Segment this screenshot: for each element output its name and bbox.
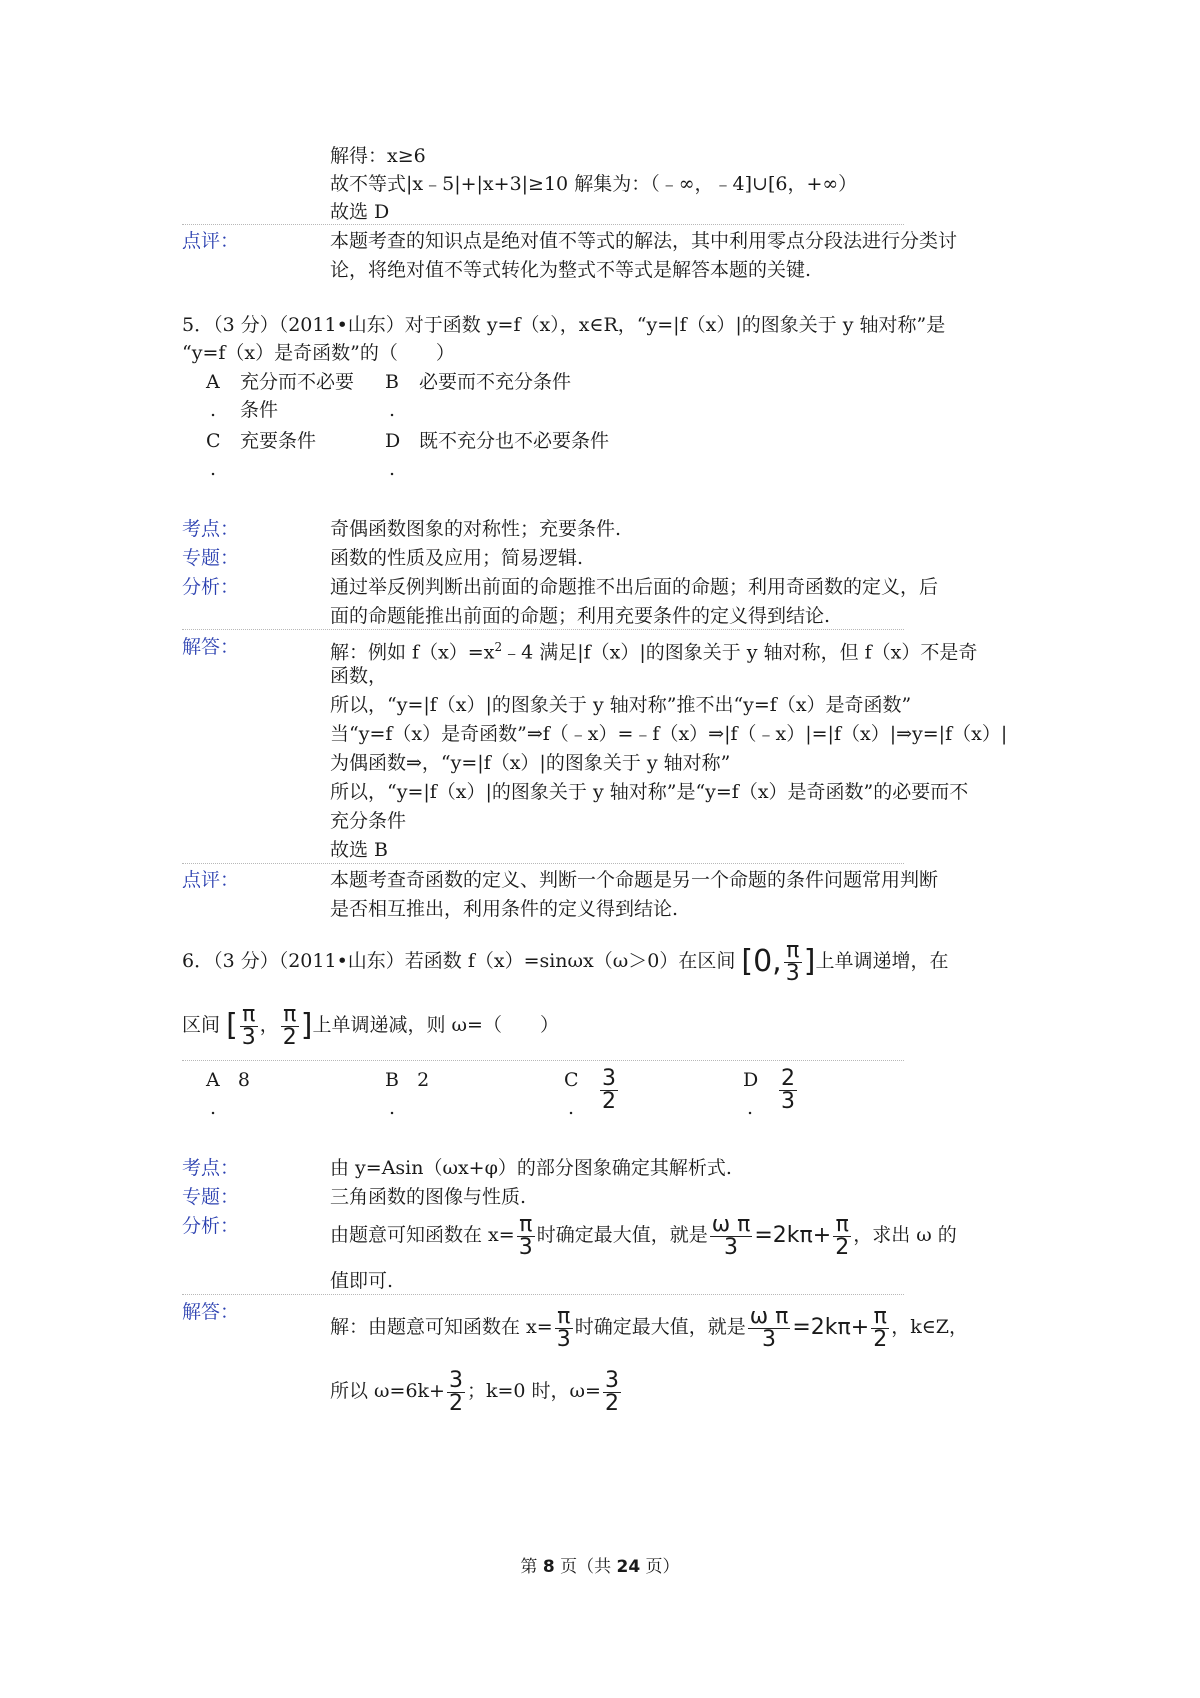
- q6-option-b: B 2: [385, 1069, 430, 1091]
- jieda-text: 函数，: [330, 665, 388, 687]
- q5-option-d-text: 既不充分也不必要条件: [419, 430, 610, 452]
- jieda-text: 为偶函数⇒，“y=|f（x）|的图象关于 y 轴对称”: [330, 752, 731, 774]
- review-text: 论，将绝对值不等式转化为整式不等式是解答本题的关键.: [330, 259, 812, 281]
- jieda-text: 解：例如 $f(x)=x^2﹣4$ 满足|f（x）|的图象关于 y 轴对称，但 f（x）不是奇: [330, 640, 978, 664]
- q5-option-c-text: 充要条件: [240, 430, 317, 452]
- q5-option-d-letter: D: [385, 430, 401, 452]
- fenxi-label: 分析：: [182, 1215, 240, 1237]
- jieda-label: 解答：: [182, 636, 240, 658]
- option-dot: .: [389, 458, 396, 480]
- q5-option-b-letter: B: [385, 371, 399, 393]
- page-number: 8: [542, 1557, 555, 1577]
- kaodian-label: 考点：: [182, 518, 240, 540]
- page-footer: 第 8 页（共 24 页）: [520, 1557, 680, 1577]
- q5-stem: “y=f（x）是奇函数”的（ ）: [182, 342, 455, 364]
- fenxi-label: 分析：: [182, 576, 240, 598]
- option-dot: .: [210, 1097, 217, 1119]
- zhuanti-text: 函数的性质及应用；简易逻辑.: [330, 547, 584, 569]
- page-total: 24: [616, 1557, 641, 1577]
- divider: [182, 224, 904, 225]
- q6-option-c-fraction: $\frac{3}{2}$: [602, 1066, 616, 1114]
- q5-option-b-text: 必要而不充分条件: [419, 371, 572, 393]
- divider: [182, 629, 904, 630]
- review-text: 本题考查奇函数的定义、判断一个命题是另一个命题的条件问题常用判断: [330, 869, 939, 891]
- jieda-text: 所以，“y=|f（x）|的图象关于 y 轴对称”推不出“y=f（x）是奇函数”: [330, 694, 912, 716]
- zhuanti-label: 专题：: [182, 1186, 240, 1208]
- review-label: 点评：: [182, 230, 240, 252]
- zhuanti-text: 三角函数的图像与性质.: [330, 1186, 527, 1208]
- q5-option-c-letter: C: [206, 430, 221, 452]
- review-text: 本题考查的知识点是绝对值不等式的解法，其中利用零点分段法进行分类讨: [330, 230, 958, 252]
- zhuanti-label: 专题：: [182, 547, 240, 569]
- review-text: 是否相互推出，利用条件的定义得到结论.: [330, 898, 679, 920]
- fenxi-text: 值即可.: [330, 1270, 394, 1292]
- option-dot: .: [568, 1097, 575, 1119]
- option-dot: .: [210, 399, 217, 421]
- option-dot: .: [389, 399, 396, 421]
- jieda-text: 所以，“y=|f（x）|的图象关于 y 轴对称”是“y=f（x）是奇函数”的必要而不: [330, 781, 969, 803]
- q5-option-a-text: 充分而不必要: [240, 371, 355, 393]
- q6-option-a: A 8: [206, 1069, 250, 1091]
- jieda-text: 充分条件: [330, 810, 407, 832]
- jieda-text: 所以 ω=6k+ $\frac{3}{2}$ ；k=0 时，ω= $\frac{3}{2}$: [330, 1367, 619, 1416]
- divider: [182, 863, 904, 864]
- option-dot: .: [210, 458, 217, 480]
- divider: [182, 1060, 904, 1061]
- solution-line: 故不等式|x﹣5|+|x+3|≥10 解集为：（﹣∞，﹣4]∪[6，+∞）: [330, 173, 858, 195]
- jieda-label: 解答：: [182, 1301, 240, 1323]
- q5-option-a-letter: A: [206, 371, 220, 393]
- kaodian-label: 考点：: [182, 1157, 240, 1179]
- review-label: 点评：: [182, 869, 240, 891]
- kaodian-text: 奇偶函数图象的对称性；充要条件.: [330, 518, 622, 540]
- fenxi-text: 由题意可知函数在 x= $\frac{\pi}{3}$ 时确定最大值，就是 $\frac{\text{ω π}}{3}$ =2kπ+ $\frac{\pi}{2}$ ，求出 ω 的: [330, 1211, 957, 1260]
- jieda-text: 当“y=f（x）是奇函数”⇒f（﹣x）=﹣f（x）⇒|f（﹣x）|=|f（x）|⇒y=|f（x）|: [330, 723, 1008, 745]
- fraction-pi-over-3: $\frac{\pi}{3}$: [785, 937, 800, 986]
- solution-line: 解得：x≥6: [330, 145, 426, 167]
- fenxi-text: 面的命题能推出前面的命题；利用充要条件的定义得到结论.: [330, 605, 831, 627]
- divider: [182, 1294, 904, 1295]
- q6-option-d-letter: D: [743, 1069, 759, 1091]
- q6-stem: 6．（3 分）（2011•山东）若函数 f（x）=sinωx（ω＞0）在区间 [0, $\frac{\pi}{3}$ ]上单调递增，在: [182, 937, 949, 986]
- solution-line: 故选 D: [330, 201, 390, 223]
- kaodian-text: 由 y=Asin（ωx+φ）的部分图象确定其解析式.: [330, 1157, 732, 1179]
- option-dot: .: [389, 1097, 396, 1119]
- q5-stem: 5．（3 分）（2011•山东）对于函数 y=f（x），x∈R，“y=|f（x）|的图象关于 y 轴对称”是: [182, 314, 946, 336]
- option-dot: .: [747, 1097, 754, 1119]
- q5-option-a-text-cont: 条件: [240, 399, 279, 421]
- jieda-text: 解：由题意可知函数在 x= $\frac{\pi}{3}$ 时确定最大值，就是 $\frac{\text{ω π}}{3}$ =2kπ+ $\frac{\pi}{2}$ ，k∈Z，: [330, 1303, 969, 1352]
- q6-option-d-fraction: $\frac{2}{3}$: [781, 1066, 795, 1114]
- fenxi-text: 通过举反例判断出前面的命题推不出后面的命题；利用奇函数的定义，后: [330, 576, 939, 598]
- jieda-text: 故选 B: [330, 839, 389, 861]
- q6-option-c-letter: C: [564, 1069, 579, 1091]
- q6-stem: 区间 [ $\frac{\pi}{3}$ ， $\frac{\pi}{2}$ ]上单调递减，则 ω=（ ）: [182, 1001, 559, 1050]
